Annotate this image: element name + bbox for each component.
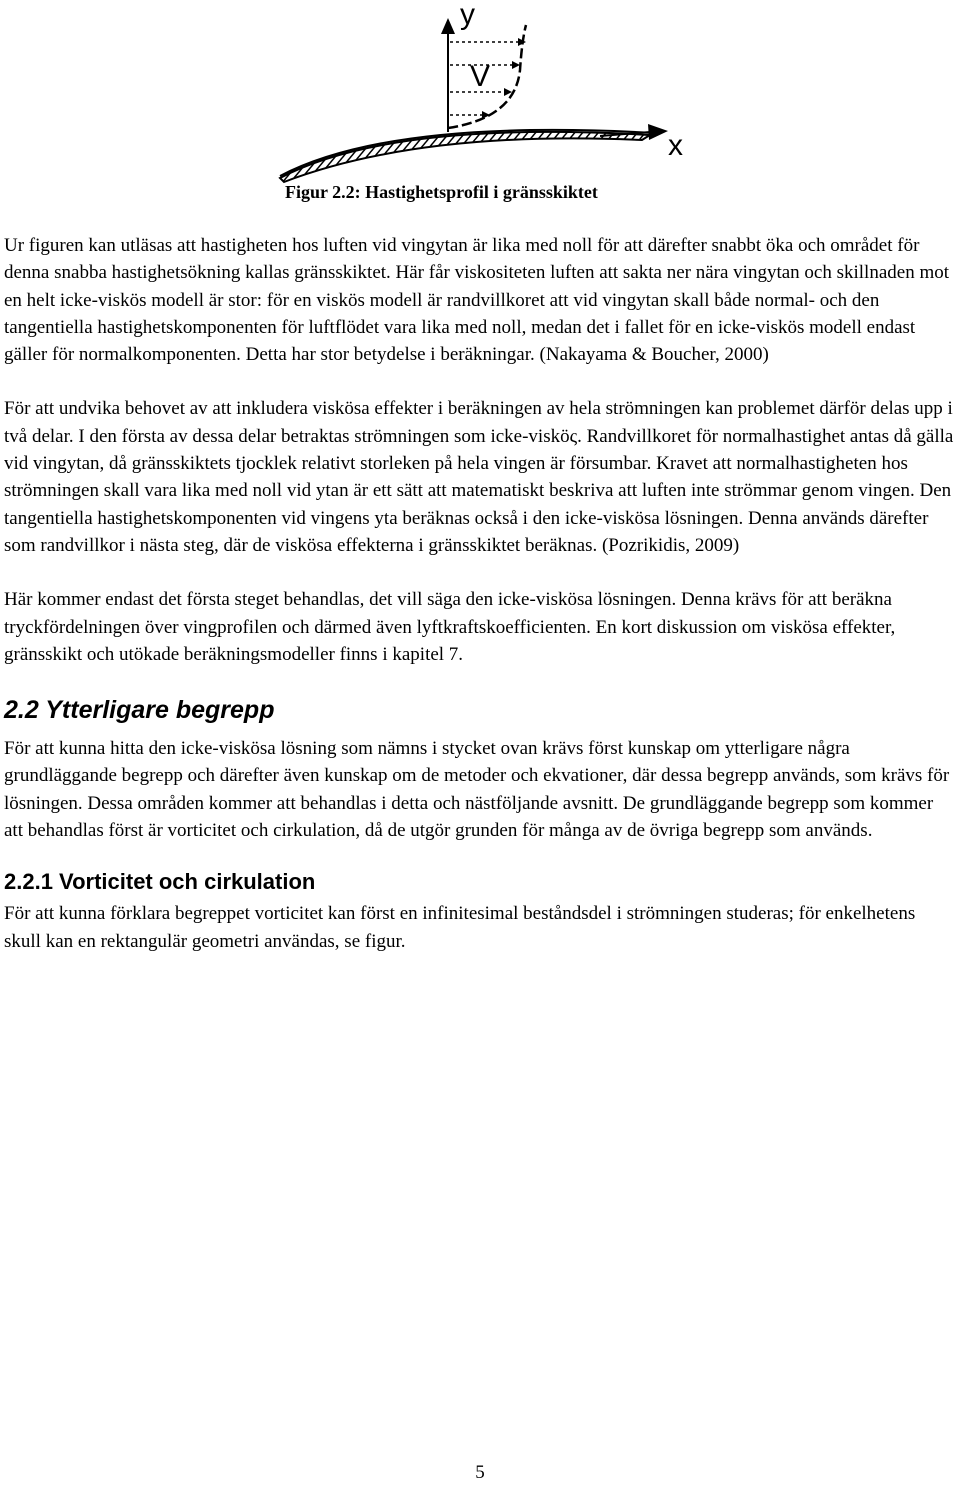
velocity-profile-diagram: [270, 0, 690, 185]
y-axis-arrow: [441, 18, 455, 34]
document-body: [4, 232, 956, 955]
figure-caption: Figur 2.2: Hastighetsprofil i gränsskiktet: [285, 182, 598, 202]
x-axis-label: x: [668, 129, 683, 162]
section-heading: 2.2 Ytterligare begrepp: [4, 696, 275, 725]
velocity-profile-figure: [270, 0, 690, 185]
subsection-heading: 2.2.1 Vorticitet och cirkulation: [4, 869, 316, 895]
page-number: 5: [475, 1462, 485, 1483]
velocity-label: V: [470, 60, 491, 93]
wing-surface: [280, 132, 650, 182]
section-paragraph: För att kunna hitta den icke-viskösa lösning som nämns i stycket ovan krävs först kunskap om ytterligare några grundläggande begrepp och därefter även kunskap om de metoder och ekvationer, där dessa begrepp används, som krävs för lösningen. Dessa områden kommer att behandlas i detta och nästföljande avsnitt. De grundläggande begrepp som kommer att behandlas först är vorticitet och cirkulation, då de utgör grunden för många av de övriga begrepp som används.: [4, 738, 950, 842]
paragraph-first-step: Här kommer endast det första steget behandlas, det vill säga den icke-viskösa lösningen. Denna krävs för att beräkna tryckfördelningen över vingprofilen och därmed även lyftkraftskoefficienten. En kort diskussion om viskösa effekter, gränsskikt och utökade beräkningsmodeller finns i kapitel 7.: [4, 589, 896, 665]
x-axis-arrow: [648, 124, 668, 140]
paragraph-inviscid-split: För att undvika behovet av att inkludera viskösa effekter i beräkningen av hela strömningen kan problemet därför delas upp i två delar. I den första av dessa delar betraktas strömningen som icke-visköς. Randvillkoret för normalhastighet antas då gälla vid vingytan, då gränsskiktets tjocklek relativt storleken på hela vingen är försumbar. Kravet att normalhastigheten hos strömningen skall vara lika med noll vid ytan är ett sätt att matematiskt beskriva att luften inte strömmar genom vingen. Den tangentiella hastighetskomponenten vid vingens yta beräknas också i den icke-viskösa lösningen. Denna används därefter som randvillkor i nästa steg, där de viskösa effekterna i gränsskiktet beräknas. (Pozrikidis, 2009): [4, 398, 954, 556]
subsection-paragraph: För att kunna förklara begreppet vorticitet kan först en infinitesimal beståndsdel i strömningen studeras; för enkelhetens skull kan en rektangulär geometri användas, se figur.: [4, 903, 916, 952]
y-axis-label: y: [460, 0, 475, 31]
paragraph-boundary-layer: Ur figuren kan utläsas att hastigheten hos luften vid vingytan är lika med noll för att därefter snabbt öka och området för denna snabba hastighetsökning kallas gränsskiktet. Här får viskositeten luften att sakta ner nära vingytan och skillnaden mot en helt icke-viskös modell är stor: för en viskös modell är randvillkoret att vid vingytan skall både normal- och den tangentiella hastighetskomponenten för luftflödet vara lika med noll, medan det i fallet för en icke-viskös modell endast gäller för normalkomponenten. Detta har stor betydelse i beräkningar. (Nakayama & Boucher, 2000): [4, 235, 949, 366]
